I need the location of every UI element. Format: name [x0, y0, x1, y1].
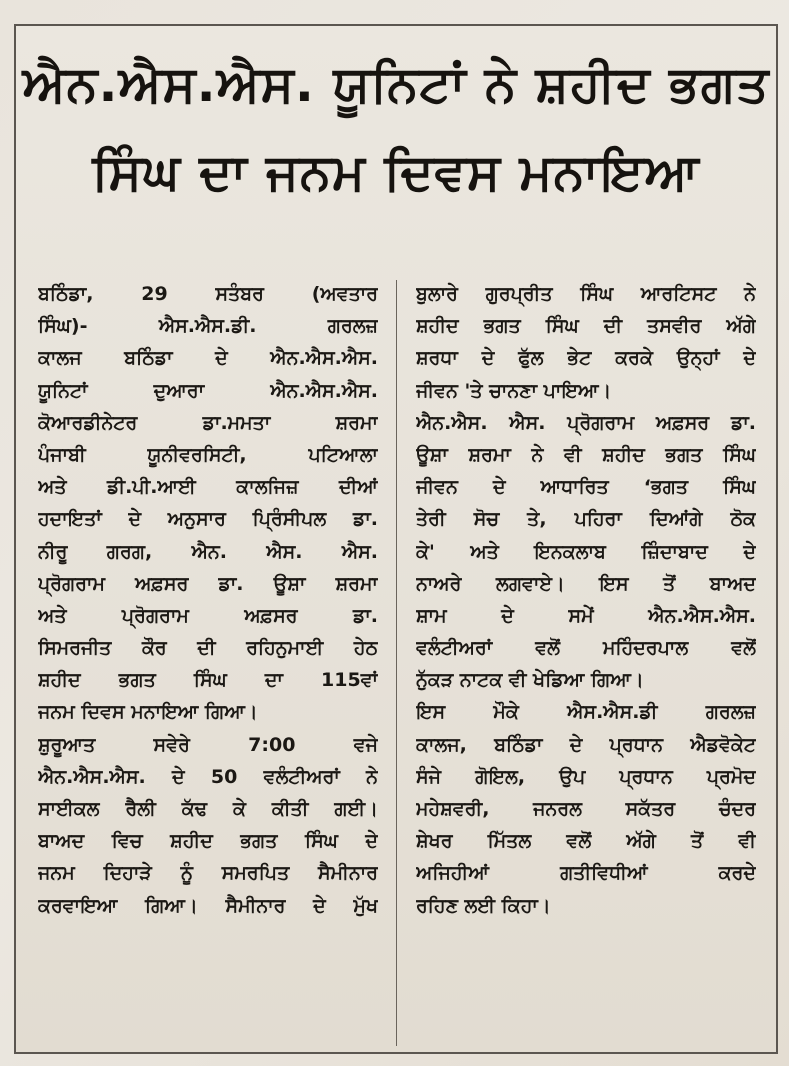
body-line: ਕਾਲਜ, ਬਠਿੰਡਾ ਦੇ ਪ੍ਰਧਾਨ ਐਡਵੋਕੇਟ	[416, 733, 756, 756]
body-line: ਸ਼ਰਧਾ ਦੇ ਫੁੱਲ ਭੇਟ ਕਰਕੇ ਉਨ੍ਹਾਂ ਦੇ	[416, 347, 756, 370]
body-line: ਤੇਰੀ ਸੋਚ ਤੇ, ਪਹਿਰਾ ਦਿਆਂਗੇ ਠੋਕ	[416, 508, 756, 531]
body-line: ਸੰਜੇ ਗੋਇਲ, ਉਪ ਪ੍ਰਧਾਨ ਪ੍ਰਮੋਦ	[416, 765, 756, 788]
body-line: ਸਿੰਘ)- ਐਸ.ਐਸ.ਡੀ. ਗਰਲਜ਼	[38, 315, 378, 338]
body-line: ਰਹਿਣ ਲਈ ਕਿਹਾ।	[416, 894, 551, 917]
body-line: ਬਠਿੰਡਾ, 29 ਸਤੰਬਰ (ਅਵਤਾਰ	[38, 283, 378, 305]
body-line: ਵਲੰਟੀਅਰਾਂ ਵਲੋਂ ਮਹਿੰਦਰਪਾਲ ਵਲੋਂ	[416, 637, 756, 660]
headline-line-1: ਐਨ.ਐਸ.ਐਸ. ਯੂਨਿਟਾਂ ਨੇ ਸ਼ਹੀਦ ਭਗਤ	[22, 55, 770, 113]
body-line: ਨਾਅਰੇ ਲਗਵਾਏ। ਇਸ ਤੋਂ ਬਾਅਦ	[416, 572, 756, 595]
body-line: ਮਹੇਸ਼ਵਰੀ, ਜਨਰਲ ਸਕੱਤਰ ਚੰਦਰ	[416, 798, 756, 820]
right-column	[416, 278, 756, 922]
body-line: ਹਦਾਇਤਾਂ ਦੇ ਅਨੁਸਾਰ ਪ੍ਰਿੰਸੀਪਲ ਡਾ.	[38, 508, 378, 531]
body-line: ਨੁੱਕੜ ਨਾਟਕ ਵੀ ਖੇਡਿਆ ਗਿਆ।	[416, 669, 644, 692]
body-line: ਸ਼ਾਮ ਦੇ ਸਮੇਂ ਐਨ.ਐਸ.ਐਸ.	[416, 604, 756, 627]
body-line: ਜੀਵਨ ਦੇ ਆਧਾਰਿਤ ‘ਭਗਤ ਸਿੰਘ	[416, 476, 756, 499]
body-line: ਅਤੇ ਡੀ.ਪੀ.ਆਈ ਕਾਲਜਿਜ਼ ਦੀਆਂ	[38, 476, 378, 499]
left-column	[38, 278, 378, 922]
body-line: ਬੁਲਾਰੇ ਗੁਰਪ੍ਰੀਤ ਸਿੰਘ ਆਰਟਿਸਟ ਨੇ	[416, 283, 756, 305]
body-line: ਐਨ.ਐਸ. ਐਸ. ਪ੍ਰੋਗਰਾਮ ਅਫ਼ਸਰ ਡਾ.	[416, 411, 756, 434]
body-line: ਕੋਆਰਡੀਨੇਟਰ ਡਾ.ਮਮਤਾ ਸ਼ਰਮਾ	[38, 411, 378, 434]
body-line: ਪ੍ਰੋਗਰਾਮ ਅਫ਼ਸਰ ਡਾ. ਊਸ਼ਾ ਸ਼ਰਮਾ	[38, 572, 378, 595]
body-line: ਯੂਨਿਟਾਂ ਦੁਆਰਾ ਐਨ.ਐਸ.ਐਸ.	[38, 379, 378, 402]
body-line: ਸ਼ੇਖਰ ਮਿੱਤਲ ਵਲੋਂ ਅੱਗੇ ਤੋਂ ਵੀ	[416, 830, 756, 853]
body-line: ਕੇ' ਅਤੇ ਇਨਕਲਾਬ ਜ਼ਿੰਦਾਬਾਦ ਦੇ	[416, 540, 756, 563]
article-clipping	[14, 24, 778, 1054]
body-line: ਕਾਲਜ ਬਠਿੰਡਾ ਦੇ ਐਨ.ਐਸ.ਐਸ.	[38, 347, 378, 370]
headline	[16, 40, 776, 216]
body-line: ਇਸ ਮੌਕੇ ਐਸ.ਐਸ.ਡੀ ਗਰਲਜ਼	[416, 701, 756, 724]
body-line: ਸ਼ੁਰੂਆਤ ਸਵੇਰੇ 7:00 ਵਜੇ	[38, 733, 378, 756]
body-line: ਜਨਮ ਦਿਹਾੜੇ ਨੂੰ ਸਮਰਪਿਤ ਸੈਮੀਨਾਰ	[38, 862, 378, 885]
body-line: ਨੀਰੂ ਗਰਗ, ਐਨ. ਐਸ. ਐਸ.	[38, 540, 378, 563]
column-divider	[396, 280, 397, 1046]
body-line: ਸ਼ਹੀਦ ਭਗਤ ਸਿੰਘ ਦਾ 115ਵਾਂ	[38, 669, 378, 692]
body-line: ਜੀਵਨ 'ਤੇ ਚਾਨਣਾ ਪਾਇਆ।	[416, 379, 612, 402]
body-line: ਸਾਈਕਲ ਰੈਲੀ ਕੱਢ ਕੇ ਕੀਤੀ ਗਈ।	[38, 798, 378, 820]
body-line: ਜਨਮ ਦਿਵਸ ਮਨਾਇਆ ਗਿਆ।	[38, 701, 258, 724]
body-line: ਬਾਅਦ ਵਿਚ ਸ਼ਹੀਦ ਭਗਤ ਸਿੰਘ ਦੇ	[38, 830, 378, 853]
body-line: ਐਨ.ਐਸ.ਐਸ. ਦੇ 50 ਵਲੰਟੀਅਰਾਂ ਨੇ	[38, 765, 378, 788]
headline-line-2: ਸਿੰਘ ਦਾ ਜਨਮ ਦਿਵਸ ਮਨਾਇਆ	[92, 143, 700, 201]
body-line: ਊਸ਼ਾ ਸ਼ਰਮਾ ਨੇ ਵੀ ਸ਼ਹੀਦ ਭਗਤ ਸਿੰਘ	[416, 443, 756, 466]
body-line: ਅਜਿਹੀਆਂ ਗਤੀਵਿਧੀਆਂ ਕਰਦੇ	[416, 862, 756, 885]
body-line: ਕਰਵਾਇਆ ਗਿਆ। ਸੈਮੀਨਾਰ ਦੇ ਮੁੱਖ	[38, 894, 378, 917]
body-line: ਅਤੇ ਪ੍ਰੋਗਰਾਮ ਅਫ਼ਸਰ ਡਾ.	[38, 604, 378, 627]
body-line: ਪੰਜਾਬੀ ਯੂਨੀਵਰਸਿਟੀ, ਪਟਿਆਲਾ	[38, 443, 378, 466]
body-line: ਸਿਮਰਜੀਤ ਕੌਰ ਦੀ ਰਹਿਨੁਮਾਈ ਹੇਠ	[38, 637, 378, 660]
body-line: ਸ਼ਹੀਦ ਭਗਤ ਸਿੰਘ ਦੀ ਤਸਵੀਰ ਅੱਗੇ	[416, 315, 756, 338]
